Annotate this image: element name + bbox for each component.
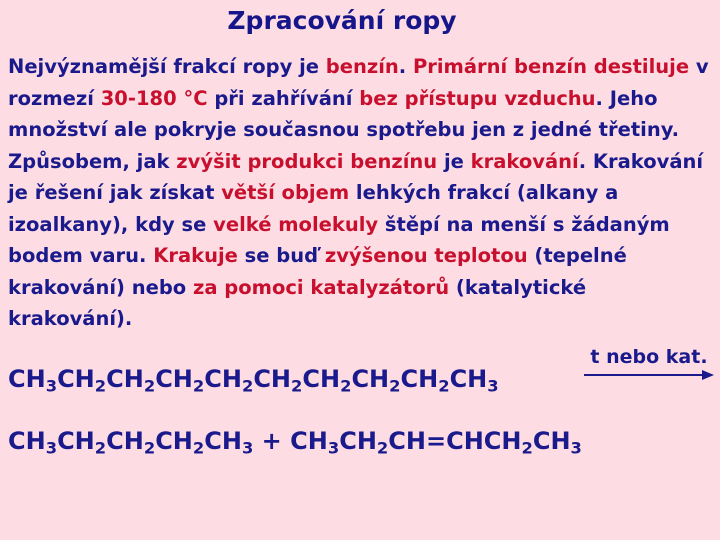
reactant-formula: [8, 365, 499, 396]
subscript: 2: [94, 376, 107, 396]
reaction-arrow-icon: [582, 368, 716, 382]
subscript: 3: [487, 376, 499, 396]
subscript: 2: [143, 438, 156, 458]
highlighted-text: zvýšit produkci benzínu: [176, 149, 438, 173]
highlighted-text: Primární benzín destiluje: [412, 55, 690, 78]
paragraph-text: se buď: [237, 244, 325, 267]
formula-part: CH: [57, 365, 95, 393]
highlighted-text: krakování: [470, 149, 579, 173]
highlighted-text: zvýšenou teplotou: [324, 244, 528, 267]
formula-part: CH=CHCH: [388, 427, 522, 455]
subscript: 2: [340, 376, 352, 396]
subscript: 2: [192, 376, 205, 396]
reaction-condition: t nebo kat.: [590, 346, 708, 368]
subscript: 2: [241, 376, 254, 396]
highlighted-text: velké molekuly: [213, 212, 379, 236]
body-paragraph: [8, 51, 714, 335]
formula-part: CH: [155, 365, 193, 393]
subscript: 2: [192, 438, 205, 458]
subscript: 3: [570, 438, 582, 458]
formula-part: CH: [106, 427, 144, 455]
paragraph-text: štěpí na menší s žádaným bodem varu.: [8, 212, 670, 267]
paragraph-text: při zahřívání: [207, 86, 360, 110]
highlighted-text: větší objem: [221, 181, 350, 204]
formula-part: CH: [204, 365, 242, 393]
formula-part: CH: [532, 427, 571, 455]
paragraph-text: je: [437, 149, 471, 173]
formula-part: CH: [106, 365, 144, 393]
products-formula: [8, 427, 582, 458]
formula-part: CH: [449, 365, 488, 393]
formula-part: CH: [351, 365, 390, 393]
formula-part: CH: [400, 365, 439, 393]
subscript: 2: [94, 438, 107, 458]
subscript: 2: [143, 376, 156, 396]
subscript: 2: [389, 376, 401, 396]
subscript: 2: [291, 376, 303, 396]
paragraph-text: (tepelné krakování) nebo: [8, 244, 627, 299]
subscript: 3: [45, 438, 58, 458]
subscript: 3: [327, 438, 340, 458]
highlighted-text: bez přístupu vzduchu: [359, 86, 596, 110]
paragraph-text: v rozmezí: [8, 55, 709, 110]
paragraph-text: Nejvýznamější frakcí ropy je: [8, 55, 326, 78]
formula-part: +: [253, 427, 291, 455]
formula-part: CH: [204, 427, 242, 455]
formula-part: CH: [8, 365, 46, 393]
subscript: 2: [376, 438, 389, 458]
formula-part: CH: [155, 427, 193, 455]
slide-title: Zpracování ropy: [227, 6, 457, 35]
subscript: 2: [438, 376, 450, 396]
subscript: 3: [241, 438, 254, 458]
formula-part: CH: [8, 427, 46, 455]
formula-part: CH: [57, 427, 95, 455]
paragraph-text: . Krakování je řešení jak získat: [8, 149, 704, 204]
formula-part: CH: [302, 365, 341, 393]
paragraph-text: (katalytické krakování).: [8, 275, 587, 330]
paragraph-text: .: [398, 55, 413, 78]
formula-part: CH: [339, 427, 377, 455]
highlighted-text: benzín: [325, 55, 399, 78]
highlighted-text: Krakuje: [153, 244, 238, 267]
highlighted-text: za pomoci katalyzátorů: [192, 275, 450, 299]
formula-part: CH: [253, 365, 292, 393]
paragraph-text: . Jeho množství ale pokryje současnou spotřebu jen z jedné třetiny. Způsobem, jak: [8, 86, 680, 173]
subscript: 3: [45, 376, 58, 396]
subscript: 2: [521, 438, 533, 458]
paragraph-text: lehkých frakcí (alkany a izoalkany), kdy se: [8, 181, 619, 236]
formula-part: CH: [290, 427, 328, 455]
highlighted-text: 30-180 °C: [100, 86, 208, 110]
